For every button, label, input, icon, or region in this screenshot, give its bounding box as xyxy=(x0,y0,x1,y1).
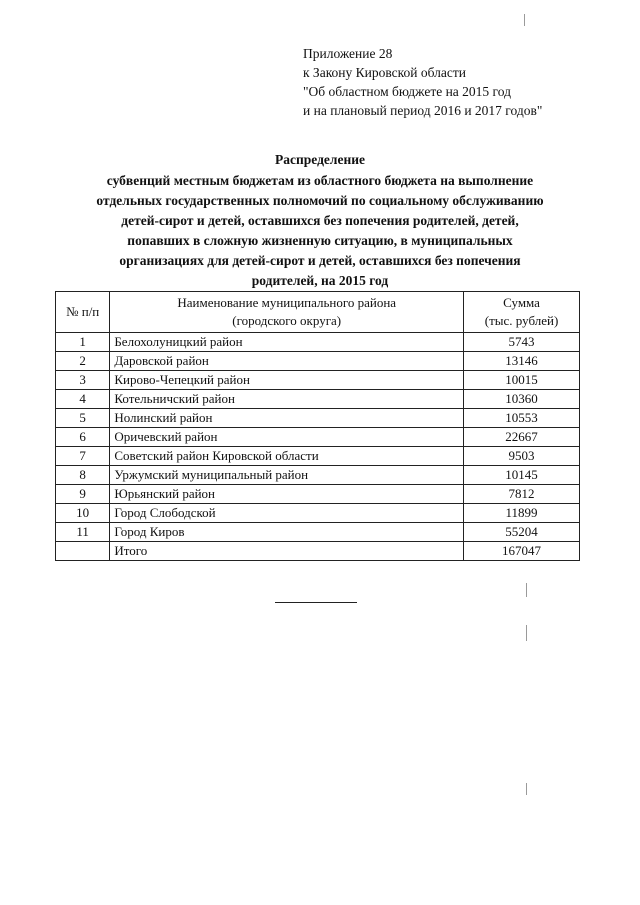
document-title xyxy=(56,150,584,291)
row-sum: 10015 xyxy=(464,371,580,390)
row-sum: 10360 xyxy=(464,390,580,409)
table-row xyxy=(56,409,580,428)
header-name-line1: Наименование муниципального района xyxy=(177,295,397,310)
table-row xyxy=(56,485,580,504)
row-sum: 5743 xyxy=(464,333,580,352)
table-row xyxy=(56,466,580,485)
total-number xyxy=(56,542,110,561)
closing-separator-line xyxy=(275,602,357,603)
appendix-line: к Закону Кировской области xyxy=(303,65,467,80)
row-number: 11 xyxy=(56,523,110,542)
row-number: 8 xyxy=(56,466,110,485)
title-line: отдельных государственных полномочий по социальному обслуживанию xyxy=(96,193,544,208)
row-number: 5 xyxy=(56,409,110,428)
row-number: 9 xyxy=(56,485,110,504)
scan-artifact xyxy=(524,14,525,26)
row-name: Кирово-Чепецкий район xyxy=(110,371,464,390)
row-name: Уржумский муниципальный район xyxy=(110,466,464,485)
title-line: попавших в сложную жизненную ситуацию, в муниципальных xyxy=(127,233,513,248)
table-total-row xyxy=(56,542,580,561)
row-sum: 9503 xyxy=(464,447,580,466)
total-sum: 167047 xyxy=(464,542,580,561)
row-sum: 10145 xyxy=(464,466,580,485)
title-line: родителей, на 2015 год xyxy=(251,273,389,288)
row-number: 7 xyxy=(56,447,110,466)
row-number: 1 xyxy=(56,333,110,352)
row-name: Город Киров xyxy=(110,523,464,542)
title-line: детей-сирот и детей, оставшихся без попечения родителей, детей, xyxy=(121,213,519,228)
row-sum: 22667 xyxy=(464,428,580,447)
row-number: 6 xyxy=(56,428,110,447)
title-line: организациях для детей-сирот и детей, оставшихся без попечения xyxy=(119,253,521,268)
header-sum-line1: Сумма xyxy=(503,295,540,310)
row-name: Город Слободской xyxy=(110,504,464,523)
row-sum: 11899 xyxy=(464,504,580,523)
table-row xyxy=(56,447,580,466)
row-number: 2 xyxy=(56,352,110,371)
table-row xyxy=(56,352,580,371)
row-number: 10 xyxy=(56,504,110,523)
title-heading: Распределение xyxy=(274,152,366,167)
scan-artifact xyxy=(526,583,527,597)
header-number: № п/п xyxy=(56,292,110,333)
appendix-line: "Об областном бюджете на 2015 год xyxy=(303,84,511,99)
row-sum: 13146 xyxy=(464,352,580,371)
row-number: 4 xyxy=(56,390,110,409)
table-row xyxy=(56,523,580,542)
header-name xyxy=(110,292,464,333)
scan-artifact xyxy=(526,625,527,641)
table-row xyxy=(56,390,580,409)
table-row xyxy=(56,333,580,352)
row-name: Оричевский район xyxy=(110,428,464,447)
row-name: Даровской район xyxy=(110,352,464,371)
table-row xyxy=(56,428,580,447)
row-name: Советский район Кировской области xyxy=(110,447,464,466)
row-name: Юрьянский район xyxy=(110,485,464,504)
table-body xyxy=(56,333,580,561)
table-row xyxy=(56,371,580,390)
row-name: Котельничский район xyxy=(110,390,464,409)
row-name: Нолинский район xyxy=(110,409,464,428)
appendix-line: Приложение 28 xyxy=(303,46,393,61)
header-sum xyxy=(464,292,580,333)
total-label: Итого xyxy=(110,542,464,561)
table-header-row xyxy=(56,292,580,333)
header-sum-line2: (тыс. рублей) xyxy=(484,313,559,328)
row-name: Белохолуницкий район xyxy=(110,333,464,352)
appendix-line: и на плановый период 2016 и 2017 годов" xyxy=(303,103,543,118)
appendix-header xyxy=(303,44,603,120)
table-row xyxy=(56,504,580,523)
header-name-line2: (городского округа) xyxy=(232,313,342,328)
title-line: субвенций местным бюджетам из областного бюджета на выполнение xyxy=(106,173,534,188)
row-sum: 55204 xyxy=(464,523,580,542)
distribution-table xyxy=(55,291,580,561)
row-number: 3 xyxy=(56,371,110,390)
scan-artifact xyxy=(526,783,527,795)
row-sum: 7812 xyxy=(464,485,580,504)
row-sum: 10553 xyxy=(464,409,580,428)
